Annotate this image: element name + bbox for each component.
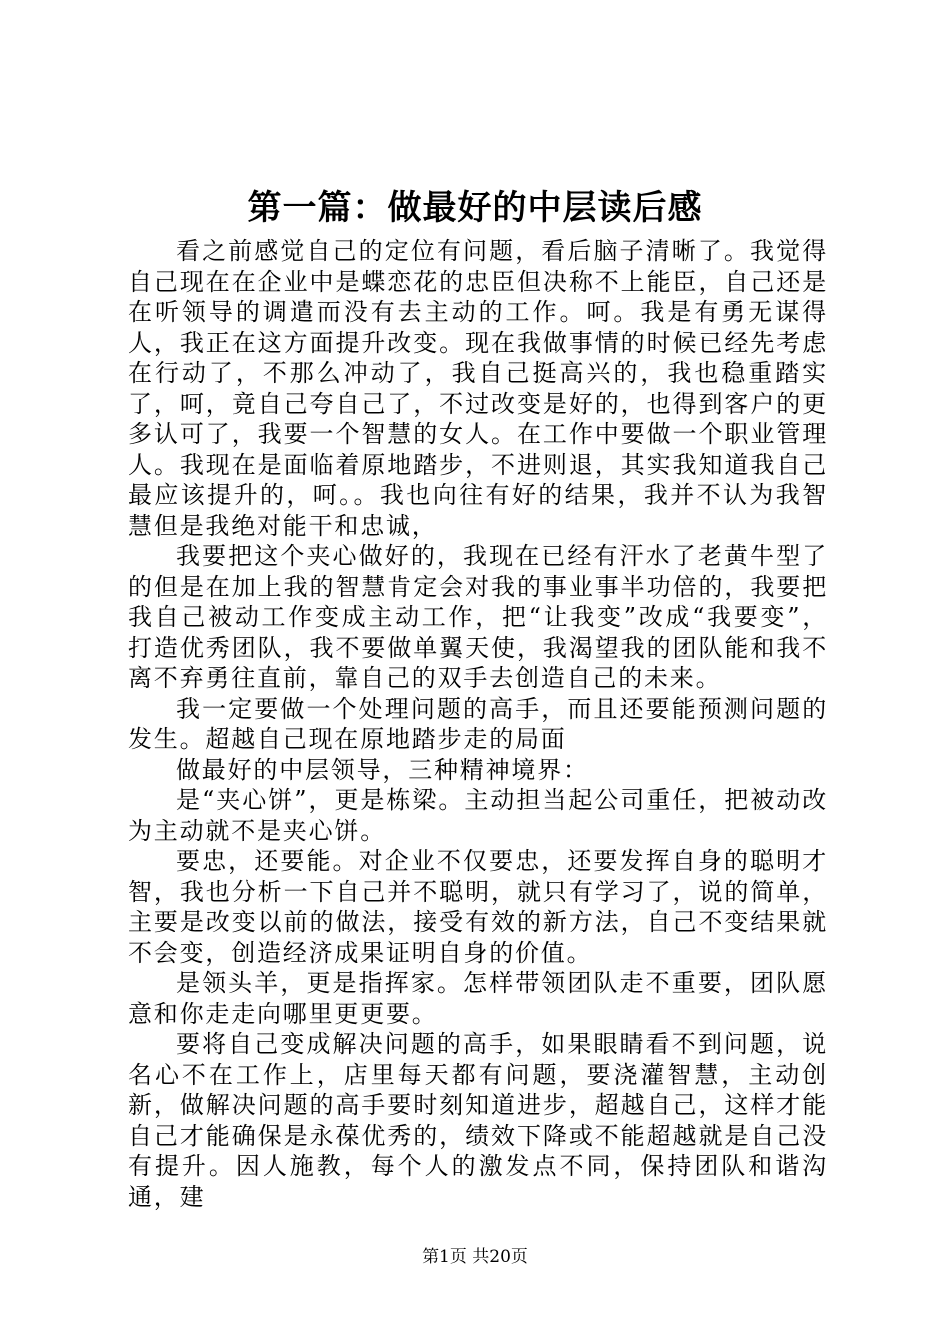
- paragraph: 看之前感觉自己的定位有问题，看后脑子清晰了。我觉得自己现在在企业中是蝶恋花的忠臣但决称不上能臣，自己还是在听领导的调遣而没有去主动的工作。呵。我是有勇无谋得人，我正在这方面提升改变。现在我做事情的时候已经先考虑在行动了，不那么冲动了，我自己挺高兴的，我也稳重踏实了，呵，竟自己夸自己了，不过改变是好的，也得到客户的更多认可了，我要一个智慧的女人。在工作中要做一个职业管理人。我现在是面临着原地踏步，不进则退，其实我知道我自己最应该提升的，呵。。我也向往有好的结果，我并不认为我智慧但是我绝对能干和忠诚，: [128, 237, 828, 540]
- paragraph: 要将自己变成解决问题的高手，如果眼睛看不到问题，说名心不在工作上，店里每天都有问题，要浇灌智慧，主动创新，做解决问题的高手要时刻知道进步，超越自己，这样才能自己才能确保是永葆优秀的，绩效下降或不能超越就是自己没有提升。因人施教，每个人的激发点不同，保持团队和谐沟通，建: [128, 1030, 828, 1211]
- page-number-footer: 第1页 共20页: [422, 1247, 528, 1267]
- paragraph: 我一定要做一个处理问题的高手，而且还要能预测问题的发生。超越自己现在原地踏步走的局面: [128, 694, 828, 753]
- paragraph: 是领头羊，更是指挥家。怎样带领团队走不重要，团队愿意和你走走向哪里更更要。: [128, 969, 828, 1028]
- paragraph: 要忠，还要能。对企业不仅要忠，还要发挥自身的聪明才智，我也分析一下自己并不聪明，就只有学习了，说的简单，主要是改变以前的做法，接受有效的新方法，自己不变结果就不会变，创造经济成果证明自身的价值。: [128, 847, 828, 967]
- document-body: [128, 236, 828, 1212]
- document-title: 第一篇：做最好的中层读后感: [247, 188, 703, 228]
- paragraph: 是“夹心饼”，更是栋梁。主动担当起公司重任，把被动改为主动就不是夹心饼。: [128, 786, 828, 845]
- paragraph: 做最好的中层领导，三种精神境界：: [176, 755, 589, 784]
- paragraph: 我要把这个夹心做好的，我现在已经有汗水了老黄牛型了的但是在加上我的智慧肯定会对我的事业事半功倍的，我要把我自己被动工作变成主动工作，把“让我变”改成“我要变”，打造优秀团队，我不要做单翼天使，我渴望我的团队能和我不离不弃勇往直前，靠自己的双手去创造自己的未来。: [128, 542, 828, 692]
